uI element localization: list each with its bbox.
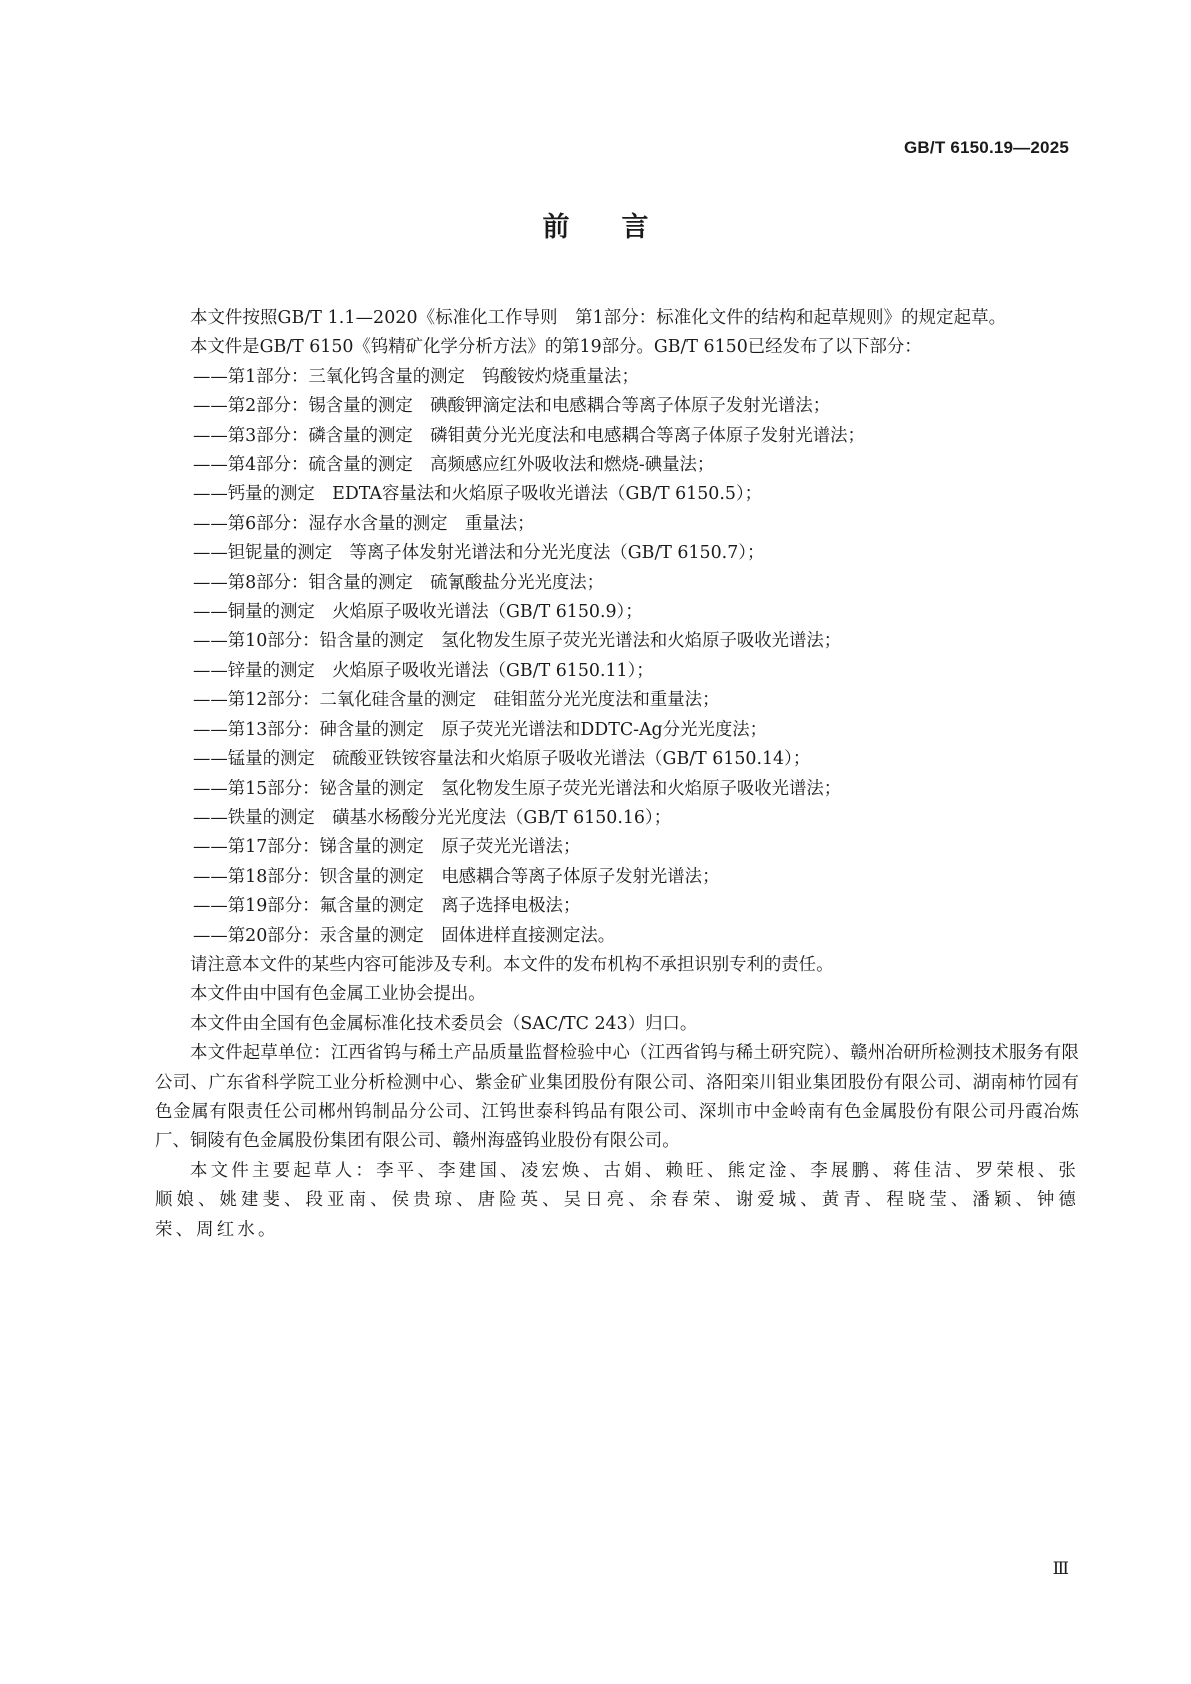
list-item: ——第20部分：汞含量的测定 固体进样直接测定法。 [193,925,616,946]
list-item: ——第4部分：硫含量的测定 高频感应红外吸收法和燃烧-碘量法； [193,455,715,476]
list-item: ——钙量的测定 EDTA容量法和火焰原子吸收光谱法（GB/T 6150.5）； [193,484,763,505]
list-item: ——第2部分：锡含量的测定 碘酸钾滴定法和电感耦合等离子体原子发射光谱法； [193,396,831,417]
list-item: ——第8部分：钼含量的测定 硫氰酸盐分光光度法； [193,572,605,593]
drafters-paragraph: 本文件主要起草人：李平、李建国、凌宏焕、古娟、赖旺、熊定淦、李展鹏、蒋佳洁、罗荣根、张顺娘、姚建斐、段亚南、侯贵琼、唐险英、吴日亮、余春荣、谢爱城、黄青、程晓莹、潘颖、钟德荣、周红水。 [155,1160,1079,1240]
list-item: ——锌量的测定 火焰原子吸收光谱法（GB/T 6150.11）； [193,660,654,681]
committee-paragraph: 本文件由全国有色金属标准化技术委员会（SAC/TC 243）归口。 [190,1013,698,1034]
list-item: ——第17部分：锑含量的测定 原子荧光光谱法； [193,837,581,858]
proposer-paragraph: 本文件由中国有色金属工业协会提出。 [190,984,486,1005]
parts-list [155,363,1079,951]
list-item: ——铁量的测定 磺基水杨酸分光光度法（GB/T 6150.16）； [193,807,672,828]
list-item: ——铜量的测定 火焰原子吸收光谱法（GB/T 6150.9）； [193,602,643,623]
patent-paragraph: 请注意本文件的某些内容可能涉及专利。本文件的发布机构不承担识别专利的责任。 [190,954,834,975]
list-item: ——第15部分：铋含量的测定 氢化物发生原子荧光光谱法和火焰原子吸收光谱法； [193,778,842,799]
page-title: 前言 [542,212,701,243]
list-item: ——锰量的测定 硫酸亚铁铵容量法和火焰原子吸收光谱法（GB/T 6150.14）； [193,749,811,770]
list-item: ——第6部分：湿存水含量的测定 重量法； [193,513,535,534]
list-item: ——第12部分：二氧化硅含量的测定 硅钼蓝分光光度法和重量法； [193,690,720,711]
list-item: ——第10部分：铅含量的测定 氢化物发生原子荧光光谱法和火焰原子吸收光谱法； [193,631,842,652]
page-number: Ⅲ [1052,1559,1069,1579]
list-item: ——第19部分：氟含量的测定 离子选择电极法； [193,896,581,917]
drafting-units-paragraph: 本文件起草单位：江西省钨与稀土产品质量监督检验中心（江西省钨与稀土研究院）、赣州冶研所检测技术服务有限公司、广东省科学院工业分析检测中心、紫金矿业集团股份有限公司、洛阳栾川钼业集团股份有限公司、湖南柿竹园有色金属有限责任公司郴州钨制品分公司、江钨世泰科钨品有限公司、深圳市中金岭南有色金属股份有限公司丹霞冶炼厂、铜陵有色金属股份集团有限公司、赣州海盛钨业股份有限公司。 [155,1043,1079,1152]
foreword-body [155,304,1079,1245]
list-item: ——第3部分：磷含量的测定 磷钼黄分光光度法和电感耦合等离子体原子发射光谱法； [193,425,865,446]
series-paragraph: 本文件是GB/T 6150《钨精矿化学分析方法》的第19部分。GB/T 6150已经发布了以下部分： [190,337,922,358]
list-item: ——第13部分：砷含量的测定 原子荧光光谱法和DDTC-Ag分光光度法； [193,719,768,740]
list-item: ——第18部分：钡含量的测定 电感耦合等离子体原子发射光谱法； [193,866,720,887]
intro-paragraph: 本文件按照GB/T 1.1—2020《标准化工作导则 第1部分：标准化文件的结构和起草规则》的规定起草。 [190,308,1007,328]
standard-code: GB/T 6150.19—2025 [904,138,1069,157]
list-item: ——钽铌量的测定 等离子体发射光谱法和分光光度法（GB/T 6150.7）； [193,543,765,564]
list-item: ——第1部分：三氧化钨含量的测定 钨酸铵灼烧重量法； [193,366,639,387]
